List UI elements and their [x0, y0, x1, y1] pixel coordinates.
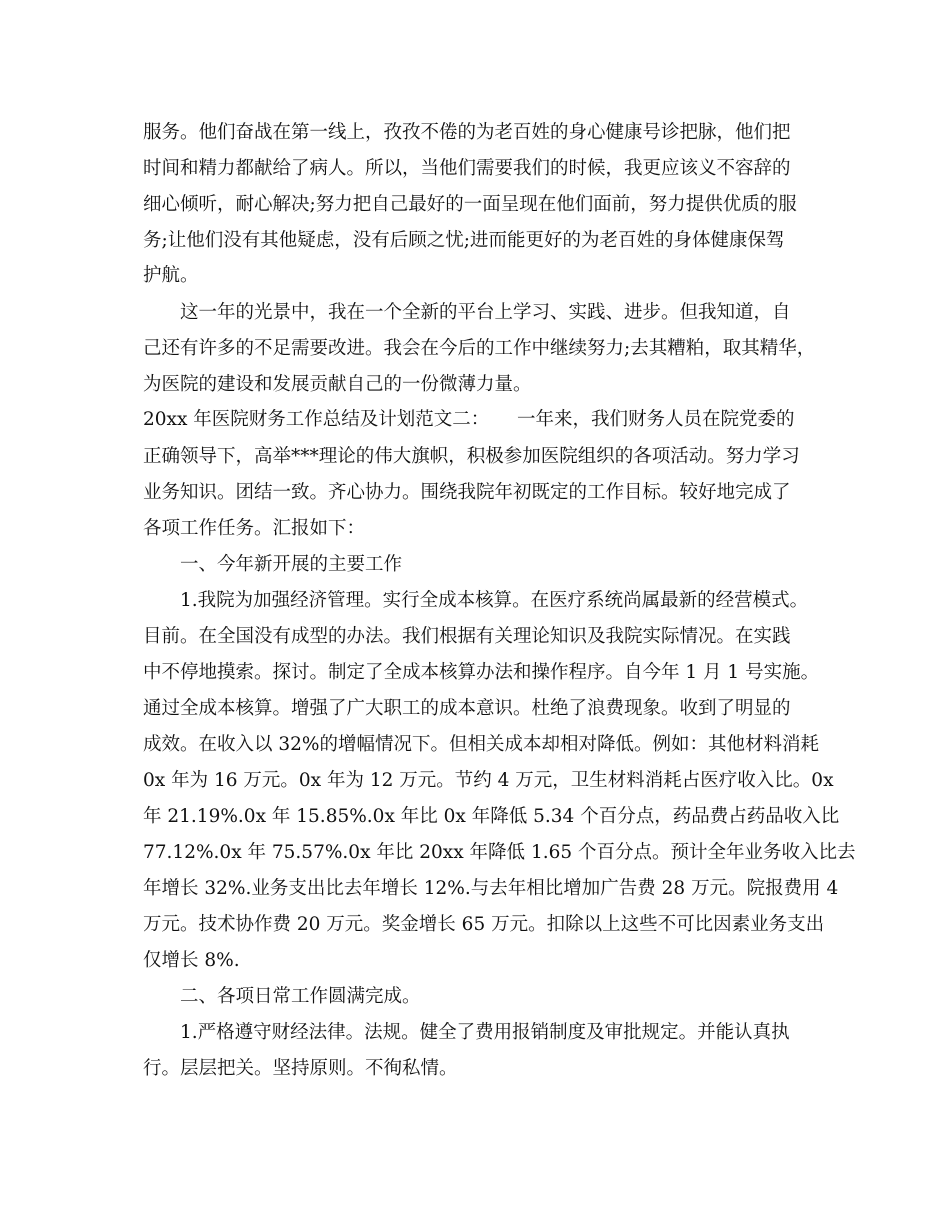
text-line: 成效。在收入以 32%的增幅情况下。但相关成本却相对降低。例如：其他材料消耗: [143, 734, 820, 755]
text-line: 正确领导下，高举***理论的伟大旗帜，积极参加医院组织的各项活动。努力学习: [143, 446, 800, 467]
text-line: 护航。: [143, 265, 199, 286]
section-heading: 20xx 年医院财务工作总结及计划范文二： 一年来，我们财务人员在院党委的: [143, 409, 795, 430]
text-line: 为医院的建设和发展贡献自己的一份微薄力量。: [143, 374, 532, 395]
text-line: 各项工作任务。汇报如下：: [143, 518, 366, 539]
text-line: 务;让他们没有其他疑虑，没有后顾之忧;进而能更好的为老百姓的身体健康保驾: [143, 230, 785, 251]
text-line: 业务知识。团结一致。齐心协力。围绕我院年初既定的工作目标。较好地完成了: [143, 482, 791, 503]
text-line: 通过全成本核算。增强了广大职工的成本意识。杜绝了浪费现象。收到了明显的: [143, 698, 791, 719]
text-line: 年增长 32%.业务支出比去年增长 12%.与去年相比增加广告费 28 万元。院报费用 4: [143, 878, 839, 899]
text-line: 中不停地摸索。探讨。制定了全成本核算办法和操作程序。自今年 1 月 1 号实施。: [143, 662, 820, 683]
text-line: 仅增长 8%.: [143, 950, 240, 971]
text-line: 万元。技术协作费 20 万元。奖金增长 65 万元。扣除以上这些不可比因素业务支出: [143, 914, 825, 935]
text-line: 77.12%.0x 年 75.57%.0x 年比 20xx 年降低 1.65 个百分点。预计全年业务收入比去: [143, 842, 856, 863]
text-line: 行。层层把关。坚持原则。不徇私情。: [143, 1058, 458, 1079]
subsection-heading: 二、各项日常工作圆满完成。: [180, 986, 421, 1007]
text-line: 时间和精力都献给了病人。所以，当他们需要我们的时候，我更应该义不容辞的: [143, 158, 791, 179]
text-line: 1.严格遵守财经法律。法规。健全了费用报销制度及审批规定。并能认真执: [180, 1022, 790, 1043]
text-line: 这一年的光景中，我在一个全新的平台上学习、实践、进步。但我知道，自: [180, 302, 791, 323]
text-line: 目前。在全国没有成型的办法。我们根据有关理论知识及我院实际情况。在实践: [143, 626, 791, 647]
text-line: 细心倾听，耐心解决;努力把自己最好的一面呈现在他们面前，努力提供优质的服: [143, 194, 797, 215]
text-line: 0x 年为 16 万元。0x 年为 12 万元。节约 4 万元，卫生材料消耗占医疗收入比。0x: [143, 770, 834, 791]
text-line: 己还有许多的不足需要改进。我会在今后的工作中继续努力;去其糟粕，取其精华，: [143, 338, 816, 359]
text-line: 年 21.19%.0x 年 15.85%.0x 年比 0x 年降低 5.34 个百分点，药品费占药品收入比: [143, 806, 840, 827]
text-line: 1.我院为加强经济管理。实行全成本核算。在医疗系统尚属最新的经营模式。: [180, 590, 809, 611]
subsection-heading: 一、今年新开展的主要工作: [180, 554, 403, 575]
text-line: 服务。他们奋战在第一线上，孜孜不倦的为老百姓的身心健康号诊把脉，他们把: [143, 122, 791, 143]
